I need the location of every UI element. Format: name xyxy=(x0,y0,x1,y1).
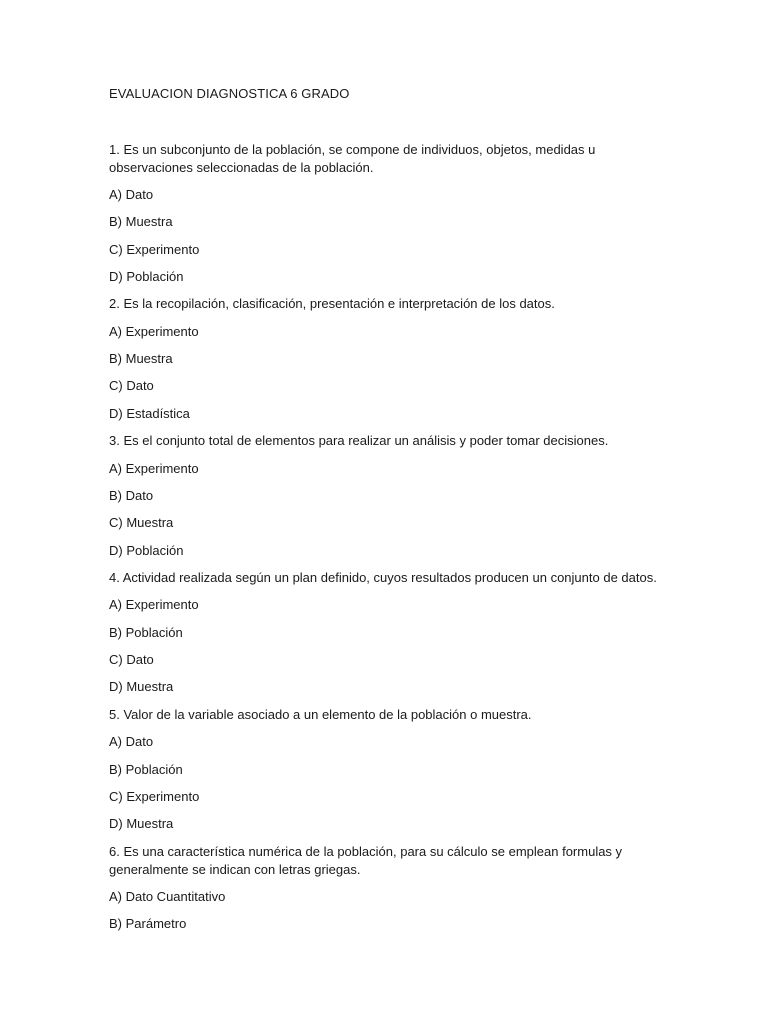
answer-option: A) Dato xyxy=(109,734,154,749)
answer-option: D) Población xyxy=(109,543,184,558)
question-text-line: observaciones seleccionadas de la población. xyxy=(109,160,374,175)
answer-option: B) Dato xyxy=(109,488,154,503)
question-text-line: 3. Es el conjunto total de elementos para realizar un análisis y poder tomar decisiones. xyxy=(109,433,609,448)
answer-option: C) Experimento xyxy=(109,242,200,257)
question-text-line: 5. Valor de la variable asociado a un elemento de la población o muestra. xyxy=(109,707,532,722)
answer-option: D) Estadística xyxy=(109,406,190,421)
answer-option: D) Población xyxy=(109,269,184,284)
answer-option: B) Población xyxy=(109,762,183,777)
document-title: EVALUACION DIAGNOSTICA 6 GRADO xyxy=(109,86,350,101)
question-text-line: 4. Actividad realizada según un plan definido, cuyos resultados producen un conjunto de datos. xyxy=(109,570,657,585)
answer-option: C) Experimento xyxy=(109,789,200,804)
question-text-line: 6. Es una característica numérica de la población, para su cálculo se emplean formulas y xyxy=(109,844,623,859)
answer-option: C) Dato xyxy=(109,652,154,667)
question-text-line: generalmente se indican con letras griegas. xyxy=(109,862,361,877)
answer-option: D) Muestra xyxy=(109,679,174,694)
question-text-line: 2. Es la recopilación, clasificación, presentación e interpretación de los datos. xyxy=(109,296,555,311)
answer-option: B) Parámetro xyxy=(109,916,187,931)
answer-option: A) Dato xyxy=(109,187,154,202)
answer-option: B) Muestra xyxy=(109,214,173,229)
answer-option: A) Experimento xyxy=(109,324,199,339)
answer-option: B) Población xyxy=(109,625,183,640)
answer-option: D) Muestra xyxy=(109,816,174,831)
answer-option: B) Muestra xyxy=(109,351,173,366)
answer-option: A) Experimento xyxy=(109,597,199,612)
answer-option: A) Dato Cuantitativo xyxy=(109,889,226,904)
answer-option: C) Muestra xyxy=(109,515,174,530)
answer-option: C) Dato xyxy=(109,378,154,393)
answer-option: A) Experimento xyxy=(109,461,199,476)
question-text-line: 1. Es un subconjunto de la población, se compone de individuos, objetos, medidas u xyxy=(109,142,596,157)
